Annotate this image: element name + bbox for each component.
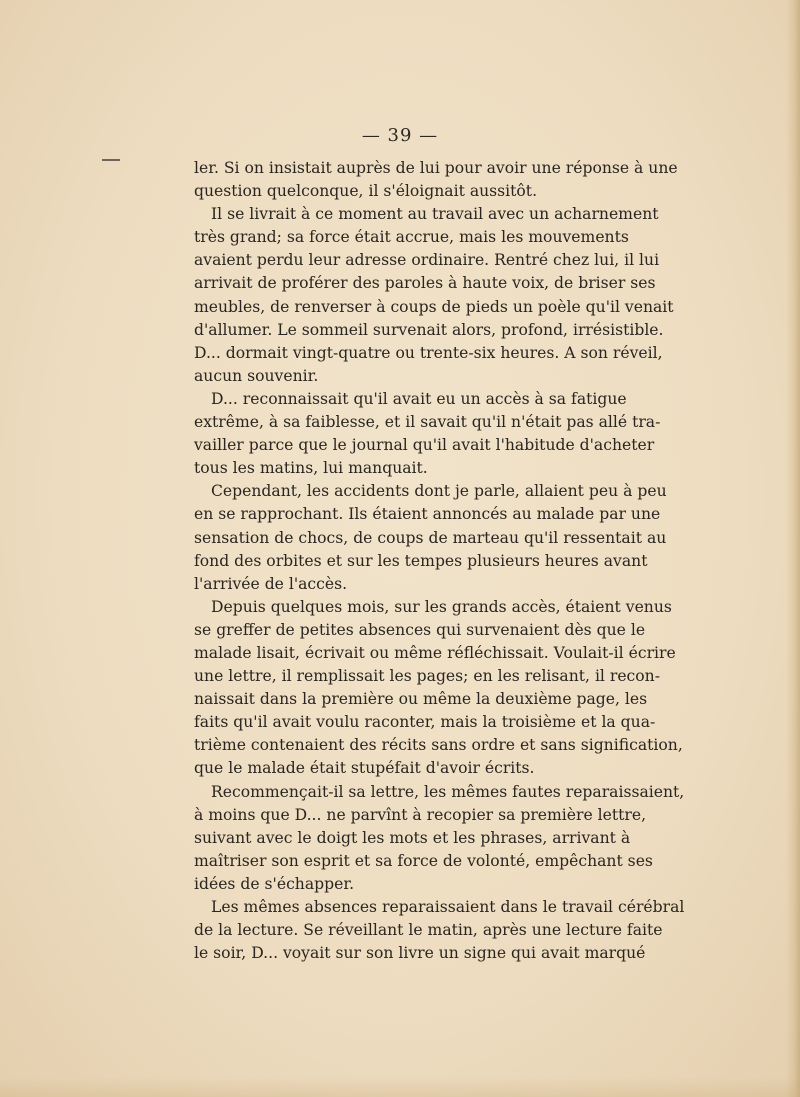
- text-line: Cependant, les accidents dont je parle, allaient peu à peu: [211, 482, 667, 501]
- text-line: trième contenaient des récits sans ordre et sans signification,: [194, 736, 683, 755]
- text-line: d'allumer. Le sommeil survenait alors, profond, irrésistible.: [194, 320, 664, 339]
- text-line: se greffer de petites absences qui survenaient dès que le: [194, 620, 646, 639]
- text-line: arrivait de proférer des paroles à haute voix, de briser ses: [194, 274, 656, 293]
- text-line: que le malade était stupéfait d'avoir écrits.: [194, 759, 535, 778]
- text-line: Les mêmes absences reparaissaient dans le travail cérébral: [211, 898, 685, 916]
- text-line: D... dormait vingt-quatre ou trente-six heures. A son réveil,: [194, 343, 663, 362]
- text-line: suivant avec le doigt les mots et les phrases, arrivant à: [194, 828, 631, 847]
- text-line: le soir, D... voyait sur son livre un signe qui avait marqué: [194, 944, 646, 963]
- text-line: avaient perdu leur adresse ordinaire. Rentré chez lui, il lui: [194, 251, 660, 270]
- text-line: l'arrivée de l'accès.: [194, 574, 348, 593]
- text-line: tous les matins, lui manquait.: [194, 459, 428, 478]
- text-line: sensation de chocs, de coups de marteau qu'il ressentait au: [194, 528, 667, 547]
- text-line: fond des orbites et sur les tempes plusieurs heures avant: [194, 551, 648, 570]
- margin-dash-mark: [102, 159, 120, 161]
- text-line: question quelconque, il s'éloignait aussitôt.: [194, 182, 538, 201]
- text-line: vailler parce que le journal qu'il avait l'habitude d'acheter: [194, 436, 655, 455]
- text-line: Depuis quelques mois, sur les grands accès, étaient venus: [211, 597, 672, 616]
- text-line: en se rapprochant. Ils étaient annoncés au malade par une: [194, 505, 661, 524]
- text-line: faits qu'il avait voulu raconter, mais la troisième et la qua-: [194, 713, 656, 732]
- text-line: Il se livrait à ce moment au travail avec un acharnement: [211, 205, 659, 224]
- text-line: idées de s'échapper.: [194, 874, 355, 893]
- text-line: à moins que D... ne parvînt à recopier sa première lettre,: [194, 805, 647, 824]
- page-edge-shadow: [786, 0, 800, 1097]
- page-number: — 39 —: [361, 125, 439, 146]
- text-line: D... reconnaissait qu'il avait eu un accès à sa fatigue: [211, 389, 627, 408]
- text-line: aucun souvenir.: [194, 366, 319, 385]
- text-line: très grand; sa force était accrue, mais les mouvements: [194, 228, 629, 247]
- text-line: ler. Si on insistait auprès de lui pour avoir une réponse à une: [194, 159, 678, 177]
- body-text: [194, 157, 685, 965]
- text-line: de la lecture. Se réveillant le matin, après une lecture faite: [194, 921, 663, 940]
- text-line: malade lisait, écrivait ou même réfléchissait. Voulait-il écrire: [194, 643, 676, 662]
- text-line: meubles, de renverser à coups de pieds un poèle qu'il venait: [194, 297, 674, 316]
- text-line: extrême, à sa faiblesse, et il savait qu'il n'était pas allé tra-: [194, 413, 661, 432]
- page-bottom-shadow: [0, 1077, 800, 1097]
- text-line: naissait dans la première ou même la deuxième page, les: [194, 690, 648, 709]
- text-line: maîtriser son esprit et sa force de volonté, empêchant ses: [194, 851, 653, 870]
- text-line: une lettre, il remplissait les pages; en les relisant, il recon-: [194, 667, 660, 686]
- text-line: Recommençait-il sa lettre, les mêmes fautes reparaissaient,: [211, 782, 685, 801]
